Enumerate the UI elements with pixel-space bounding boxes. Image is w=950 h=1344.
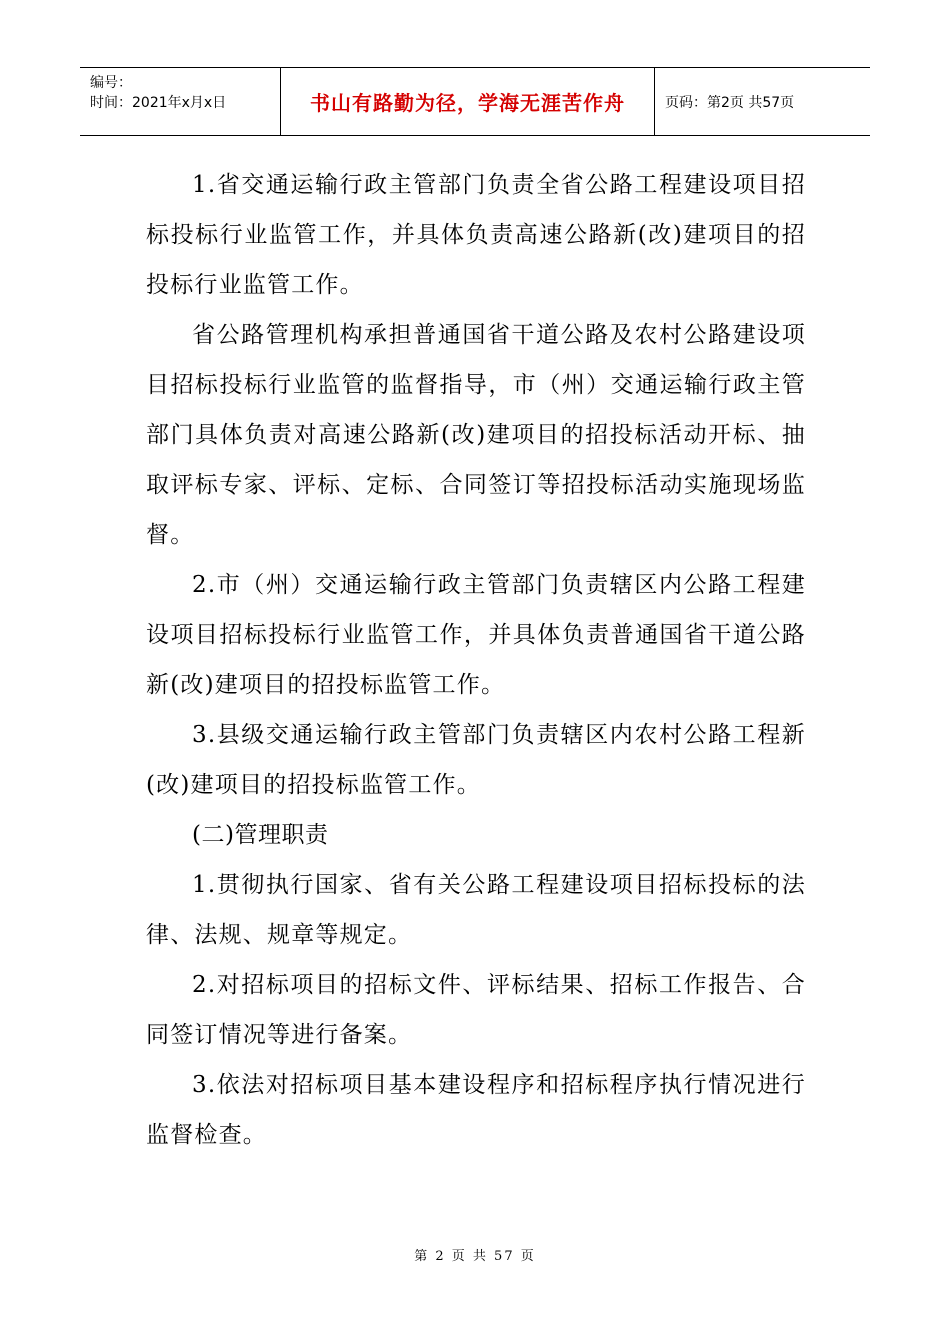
page-footer: 第 2 页 共 57 页 (414, 1249, 536, 1264)
header-motto: 书山有路勤为径，学海无涯苦作舟 (310, 91, 625, 115)
header-page-info: 页码：第2页 共57页 (665, 94, 795, 111)
header-meta-cell (80, 68, 281, 135)
paragraph: 1.贯彻执行国家、省有关公路工程建设项目招标投标的法律、法规、规章等规定。 (146, 872, 806, 948)
paragraph: 3.依法对招标项目基本建设程序和招标程序执行情况进行监督检查。 (146, 1072, 806, 1148)
document-body (146, 160, 806, 1160)
document-number-label: 编号： (90, 75, 132, 91)
header-page-cell (655, 68, 870, 135)
paragraph: 2.市（州）交通运输行政主管部门负责辖区内公路工程建设项目招标投标行业监管工作，并具体负责普通国省干道公路新(改)建项目的招投标监管工作。 (146, 572, 806, 698)
paragraph: 省公路管理机构承担普通国省干道公路及农村公路建设项目招标投标行业监管的监督指导，市（州）交通运输行政主管部门具体负责对高速公路新(改)建项目的招投标活动开标、抽取评标专家、评标、定标、合同签订等招投标活动实施现场监督。 (146, 322, 806, 548)
section-heading: (二)管理职责 (192, 822, 329, 848)
document-time-label: 时间：2021年x月x日 (90, 95, 227, 111)
paragraph: 1.省交通运输行政主管部门负责全省公路工程建设项目招标投标行业监管工作，并具体负责高速公路新(改)建项目的招投标行业监管工作。 (146, 172, 806, 298)
paragraph: 2.对招标项目的招标文件、评标结果、招标工作报告、合同签订情况等进行备案。 (146, 972, 806, 1048)
document-header (80, 67, 870, 136)
header-motto-cell (281, 68, 655, 135)
paragraph: 3.县级交通运输行政主管部门负责辖区内农村公路工程新(改)建项目的招投标监管工作。 (146, 722, 806, 798)
